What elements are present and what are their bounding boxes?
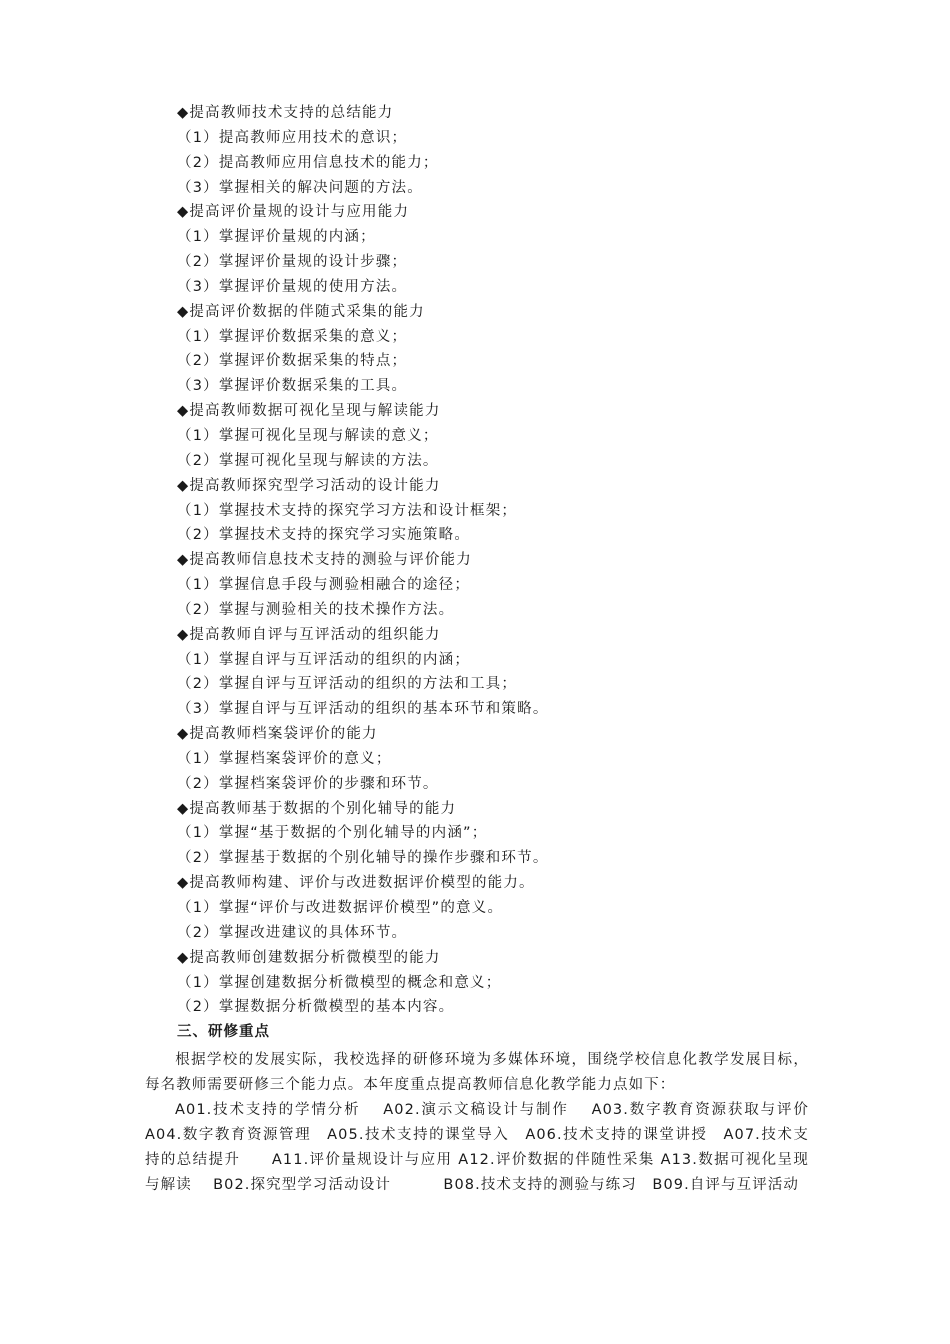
list-item: （1）掌握技术支持的探究学习方法和设计框架； — [177, 502, 518, 519]
list-item: （3）掌握自评与互评活动的组织的基本环节和策略。 — [177, 701, 549, 718]
list-item: （2）掌握技术支持的探究学习实施策略。 — [177, 527, 471, 544]
ability-points-paragraph — [145, 1098, 809, 1198]
list-item: ◆提高评价数据的伴随式采集的能力 — [177, 303, 425, 320]
list-item: （1）提高教师应用技术的意识； — [177, 129, 408, 146]
list-item: ◆提高教师构建、评价与改进数据评价模型的能力。 — [177, 875, 535, 892]
list-item: （2）掌握数据分析微模型的基本内容。 — [177, 999, 455, 1016]
list-item: ◆提高教师自评与互评活动的组织能力 — [177, 626, 441, 643]
list-item: ◆提高教师创建数据分析微模型的能力 — [177, 949, 441, 966]
list-item: （1）掌握可视化呈现与解读的意义； — [177, 427, 439, 444]
list-item: （3）掌握评价数据采集的工具。 — [177, 378, 408, 395]
intro-paragraph-text: 根据学校的发展实际，我校选择的研修环境为多媒体环境，围绕学校信息化教学发展目标，每名教师需要研修三个能力点。本年度重点提高教师信息化教学能力点如下： — [145, 1052, 809, 1093]
list-item: （1）掌握“基于数据的个别化辅导的内涵”； — [177, 825, 488, 842]
ability-points-text: A01.技术支持的学情分析 A02.演示文稿设计与制作 A03.数字教育资源获取与评价 A04.数字教育资源管理 A05.技术支持的课堂导入 A06.技术支持的课堂讲授 A07.技术支持的总结提升 A11.评价量规设计与应用 A12.评价数据的伴随性采集 A13.数据可视化呈现与解读 B02.探究型学习活动设计 B08.技术支持的测验与练习 B09.自评与互评活动 — [145, 1102, 809, 1193]
list-item: （2）提高教师应用信息技术的能力； — [177, 154, 439, 171]
list-item: （2）掌握可视化呈现与解读的方法。 — [177, 452, 439, 469]
list-item: ◆提高教师探究型学习活动的设计能力 — [177, 477, 441, 494]
list-item: ◆提高教师档案袋评价的能力 — [177, 726, 378, 743]
list-item: （2）掌握评价数据采集的特点； — [177, 353, 408, 370]
list-item: （2）掌握档案袋评价的步骤和环节。 — [177, 775, 439, 792]
list-item: （1）掌握评价量规的内涵； — [177, 229, 376, 246]
list-item: （1）掌握评价数据采集的意义； — [177, 328, 408, 345]
list-item: （3）掌握相关的解决问题的方法。 — [177, 179, 423, 196]
ability-list — [177, 101, 817, 1045]
list-item: （1）掌握信息手段与测验相融合的途径； — [177, 577, 471, 594]
list-item: （1）掌握档案袋评价的意义； — [177, 750, 392, 767]
list-item: （1）掌握“评价与改进数据评价模型”的意义。 — [177, 900, 504, 916]
list-item: （3）掌握评价量规的使用方法。 — [177, 278, 408, 295]
intro-paragraph — [145, 1048, 809, 1098]
list-item: ◆提高教师基于数据的个别化辅导的能力 — [177, 800, 457, 817]
list-item: （2）掌握基于数据的个别化辅导的操作步骤和环节。 — [177, 850, 549, 867]
section-heading: 三、研修重点 — [177, 1024, 270, 1041]
list-item: （2）掌握与测验相关的技术操作方法。 — [177, 601, 455, 618]
list-item: ◆提高评价量规的设计与应用能力 — [177, 204, 410, 221]
list-item: ◆提高教师数据可视化呈现与解读能力 — [177, 403, 441, 420]
list-item: （1）掌握自评与互评活动的组织的内涵； — [177, 651, 471, 668]
list-item: （2）掌握评价量规的设计步骤； — [177, 254, 408, 271]
list-item: （2）掌握改进建议的具体环节。 — [177, 924, 408, 941]
list-item: ◆提高教师信息技术支持的测验与评价能力 — [177, 552, 472, 569]
list-item: （1）掌握创建数据分析微模型的概念和意义； — [177, 974, 502, 991]
list-item: ◆提高教师技术支持的总结能力 — [177, 105, 394, 121]
list-item: （2）掌握自评与互评活动的组织的方法和工具； — [177, 676, 518, 693]
